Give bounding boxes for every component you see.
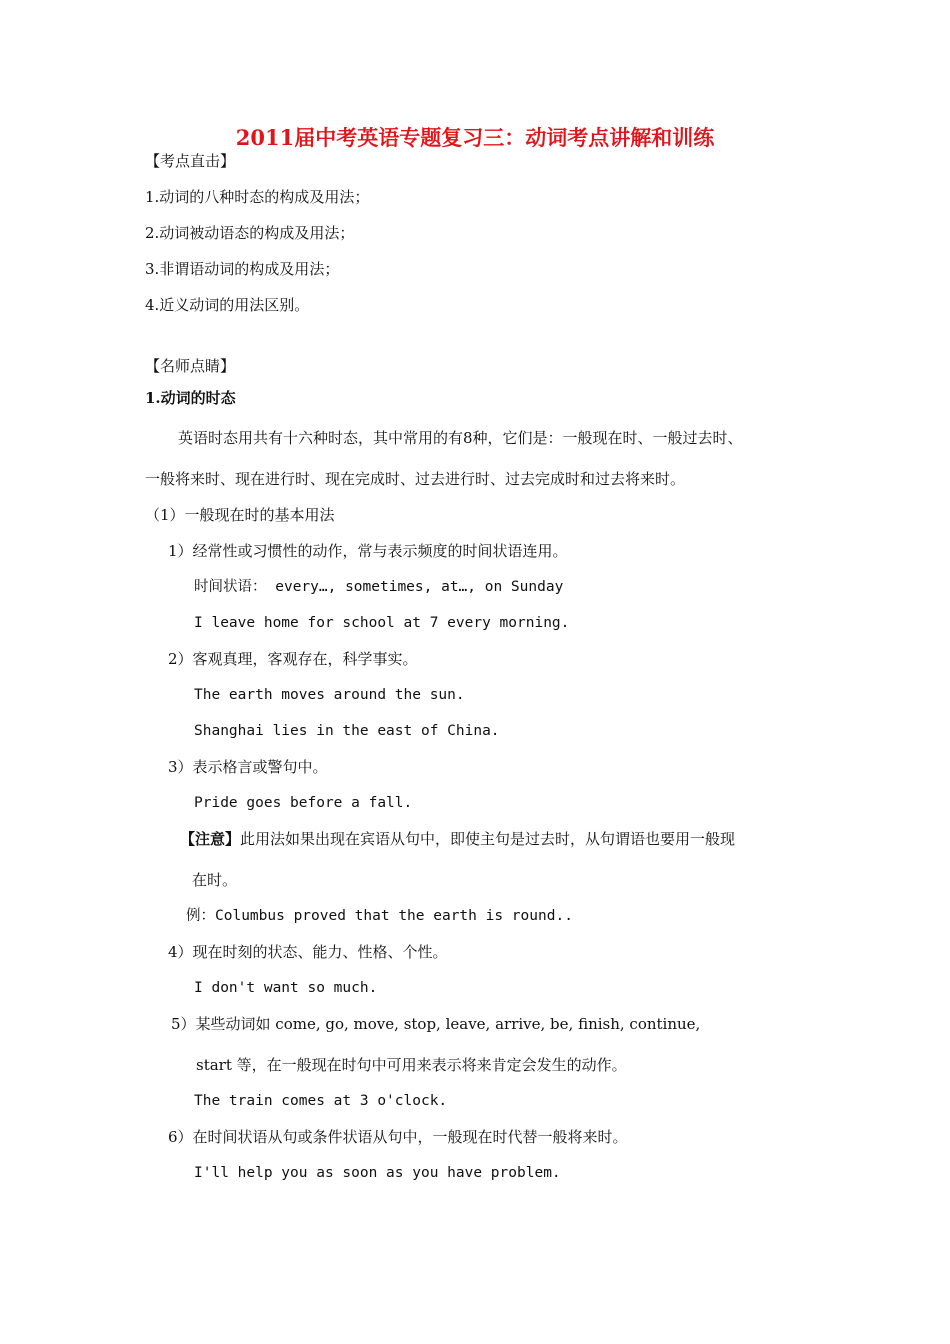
section-heading-exam-points: 【考点直击】 [145,152,236,170]
usage-2-example-1: The earth moves around the sun. [194,687,465,703]
usage-6-example: I'll help you as soon as you have problem. [194,1165,561,1181]
document-title: 2011届中考英语专题复习三：动词考点讲解和训练 [235,125,715,150]
intro-paragraph-line-1: 英语时态用共有十六种时态，其中常用的有8种，它们是：一般现在时、一般过去时、 [178,429,743,447]
part-heading-simple-present: （1）一般现在时的基本用法 [145,506,335,524]
note-label: 【注意】 [180,830,241,848]
note-example: 例：Columbus proved that the earth is round.. [186,908,573,924]
usage-3-example: Pride goes before a fall. [194,795,413,811]
note-line-2: 在时。 [192,871,238,889]
usage-item-4: 4）现在时刻的状态、能力、性格、个性。 [168,943,448,961]
section-heading-teacher-notes: 【名师点睛】 [145,357,236,375]
list-item: 1.动词的八种时态的构成及用法； [145,188,370,206]
list-item: 2.动词被动语态的构成及用法； [145,224,355,242]
usage-1-adverbials: 时间状语： every…, sometimes, at…, on Sunday [194,579,564,595]
usage-5-example: The train comes at 3 o'clock. [194,1093,448,1109]
usage-2-example-2: Shanghai lies in the east of China. [194,723,500,739]
usage-item-1: 1）经常性或习惯性的动作，常与表示频度的时间状语连用。 [168,542,568,560]
note-text: 此用法如果出现在宾语从句中，即使主句是过去时，从句谓语也要用一般现 [240,830,736,848]
subheading-verb-tenses: 1.动词的时态 [145,389,236,407]
usage-item-5-line-2: start 等，在一般现在时句中可用来表示将来肯定会发生的动作。 [196,1056,627,1074]
note-line-1 [180,829,735,849]
usage-item-2: 2）客观真理，客观存在，科学事实。 [168,650,418,668]
intro-paragraph-line-2: 一般将来时、现在进行时、现在完成时、过去进行时、过去完成时和过去将来时。 [145,470,686,488]
list-item: 4.近义动词的用法区别。 [145,296,310,314]
list-item: 3.非谓语动词的构成及用法； [145,260,340,278]
usage-1-example: I leave home for school at 7 every morning. [194,615,570,631]
usage-item-5-line-1: 5）某些动词如 come, go, move, stop, leave, arrive, be, finish, continue, [171,1015,701,1033]
usage-item-3: 3）表示格言或警句中。 [168,758,328,776]
usage-4-example: I don't want so much. [194,980,378,996]
usage-item-6: 6）在时间状语从句或条件状语从句中，一般现在时代替一般将来时。 [168,1128,628,1146]
